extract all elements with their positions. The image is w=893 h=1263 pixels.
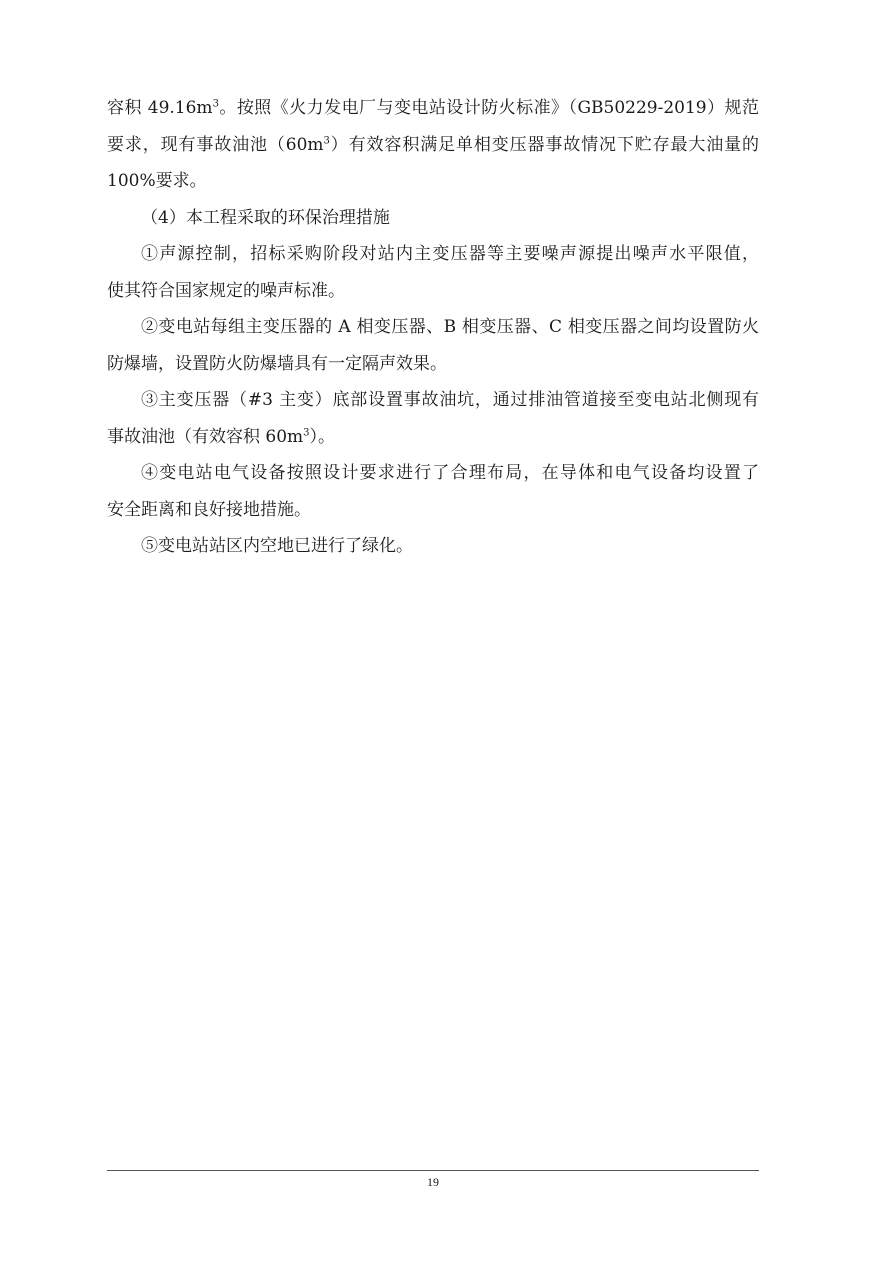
text-line: ②变电站每组主变压器的 A 相变压器、B 相变压器、C 相变压器之间均设置防火 <box>141 317 759 337</box>
footer-divider <box>107 1170 759 1171</box>
text-line: ④变电站电气设备按照设计要求进行了合理布局，在导体和电气设备均设置了 <box>141 463 759 483</box>
section-heading: （4）本工程采取的环保治理措施 <box>141 207 390 228</box>
text-line: 要求，现有事故油池$(60m^3)$有效容积满足单相变压器事故情况下贮存最大油量的 <box>107 134 759 155</box>
text-line: ③主变压器（#3 主变）底部设置事故油坑，通过排油管道接至变电站北侧现有 <box>141 390 759 410</box>
text-line: 100%要求。 <box>107 171 207 191</box>
text-line: 安全距离和良好接地措施。 <box>107 499 311 520</box>
page-number: 19 <box>427 1175 439 1189</box>
text-line: 防爆墙，设置防火防爆墙具有一定隔声效果。 <box>107 353 447 374</box>
text-line: 事故油池（有效容积 $60m^3$）。 <box>107 426 336 447</box>
text-line: ⑤变电站站区内空地已进行了绿化。 <box>141 536 413 556</box>
document-body <box>107 90 759 565</box>
text-line: ①声源控制，招标采购阶段对站内主变压器等主要噪声源提出噪声水平限值， <box>141 244 759 264</box>
text-line: 使其符合国家规定的噪声标准。 <box>107 280 345 301</box>
text-line: 容积 $49.16m^3$。按照《火力发电厂与变电站设计防火标准》（GB50229-2019）规范 <box>107 98 759 118</box>
